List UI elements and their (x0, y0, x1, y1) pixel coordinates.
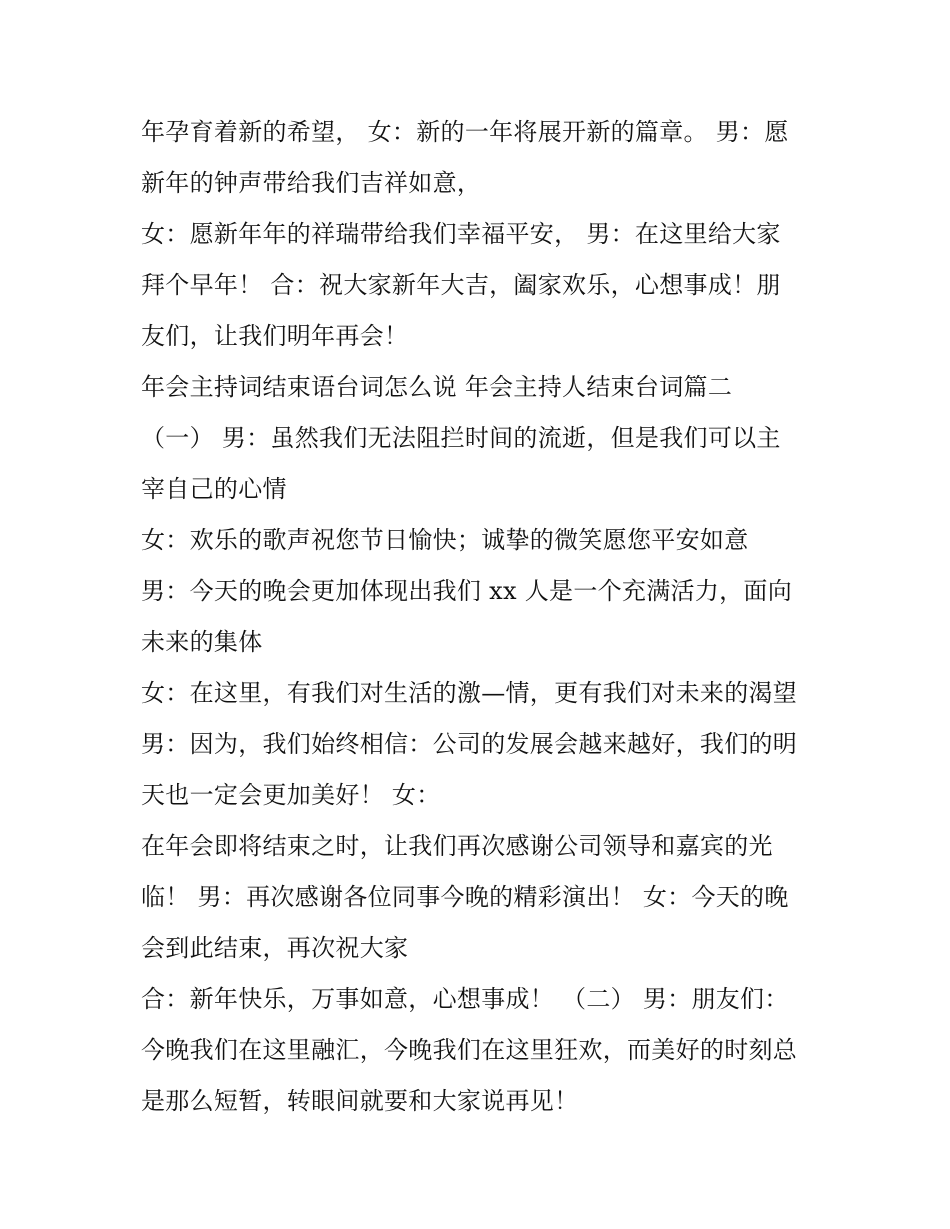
text-line: 年孕育着新的希望， 女：新的一年将展开新的篇章。 男：愿 (141, 118, 789, 146)
text-line: 是那么短暂，转眼间就要和大家说再见！ (141, 1087, 579, 1115)
text-line: 合：新年快乐，万事如意，心想事成！ （二） 男：朋友们： (141, 985, 789, 1013)
text-line: （一） 男：虽然我们无法阻拦时间的流逝，但是我们可以主 (141, 424, 781, 452)
text-line: 女：欢乐的歌声祝您节日愉快；诚挚的微笑愿您平安如意 (141, 526, 749, 554)
text-line: 拜个早年！ 合：祝大家新年大吉，阖家欢乐，心想事成！朋 (141, 271, 781, 299)
text-line: 新年的钟声带给我们吉祥如意， (141, 169, 482, 197)
text-line: 在年会即将结束之时，让我们再次感谢公司领导和嘉宾的光 (141, 832, 773, 860)
section-heading: 年会主持词结束语台词怎么说 年会主持人结束台词篇二 (141, 373, 733, 401)
text-line: 男：今天的晚会更加体现出我们 xx 人是一个充满活力，面向 (141, 577, 793, 605)
text-line: 未来的集体 (141, 628, 263, 656)
text-line: 友们，让我们明年再会！ (141, 322, 409, 350)
text-line: 女：在这里，有我们对生活的激—情，更有我们对未来的渴望 (141, 679, 798, 707)
text-line: 男：因为，我们始终相信：公司的发展会越来越好，我们的明 (141, 730, 798, 758)
document-body (141, 107, 821, 1127)
text-line: 天也一定会更加美好！ 女： (141, 781, 441, 809)
text-line: 会到此结束，再次祝大家 (141, 934, 409, 962)
text-line: 宰自己的心情 (141, 475, 287, 503)
text-line: 女：愿新年年的祥瑞带给我们幸福平安， 男：在这里给大家 (141, 220, 781, 248)
text-line: 今晚我们在这里融汇，今晚我们在这里狂欢，而美好的时刻总 (141, 1036, 798, 1064)
text-line: 临！ 男：再次感谢各位同事今晚的精彩演出！ 女：今天的晚 (141, 883, 789, 911)
